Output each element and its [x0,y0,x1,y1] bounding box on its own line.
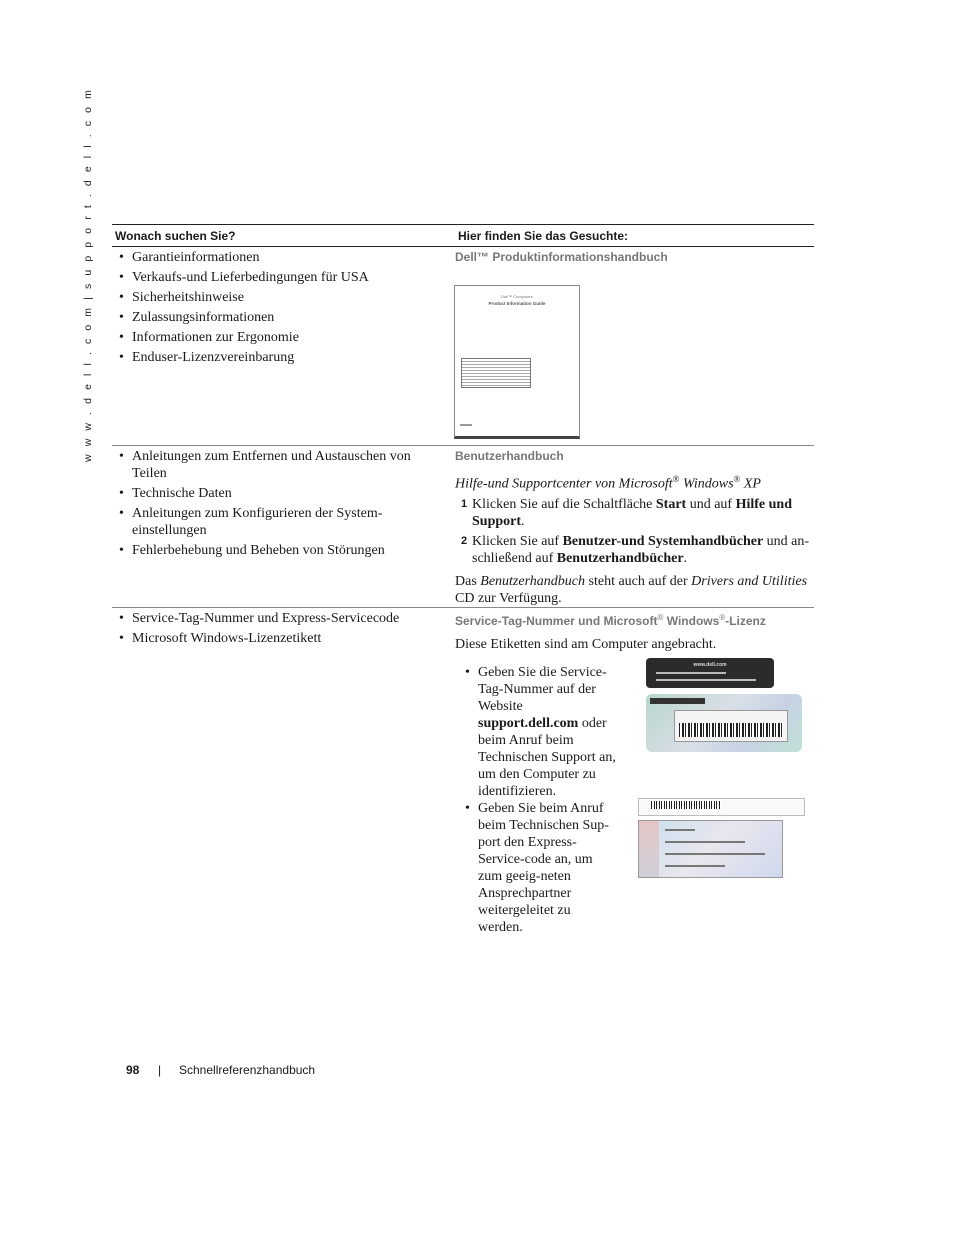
step-2 [455,533,813,567]
list-item: • Sicherheitshinweise [112,289,442,306]
step-text: . [683,550,688,566]
section-part: -Lizenz [725,614,766,628]
footer-separator: | [158,1063,162,1077]
row3-topics [112,610,442,650]
step-number: 2 [461,534,468,547]
side-url-text: w w w . d e l l . c o m | s u p p o r t . d e l l . c o m [82,87,94,462]
label-line [656,679,756,681]
windows-coa-label-image [638,820,783,878]
label-line [665,865,725,867]
user-guides-label: Benutzerhandbücher [556,550,684,566]
col2-header: Hier finden Sie das Gesuchte: [458,228,629,243]
start-label: Start [655,496,687,512]
note-text: CD zur Verfügung. [455,590,562,606]
list-item: • Fehlerbehebung und Beheben von Störungen [112,542,442,559]
step-text: und auf [686,496,736,512]
reg-mark: ® [733,474,741,484]
row3-source [455,610,813,653]
footer-title: Schnellreferenzhandbuch [179,1063,316,1077]
service-tag-label-image [646,658,774,688]
book-title: Product Information Guide [488,301,546,306]
support-site-link[interactable]: support.dell.com [478,716,579,731]
product-guide-image [454,285,580,439]
row2-topics [112,448,442,562]
windows-license-label-image [646,694,802,752]
info-table [112,224,814,935]
reg-mark: ® [672,474,680,484]
side-url-bar [82,87,98,462]
barcode [651,801,721,809]
list-item: • Garantieinformationen [112,249,442,266]
express-code-bullet [458,800,618,939]
list-item: • Service-Tag-Nummer und Express-Servicecode [112,610,442,627]
table-row [112,247,814,446]
label-line [665,841,745,843]
list-item [458,664,618,800]
book-brand: Dell™ Computers [501,294,533,299]
cd-note [455,573,813,607]
row1-topics [112,249,442,369]
note-cd: Drivers and Utilities [691,573,808,589]
list-item: • Verkaufs-und Lieferbedingungen für USA [112,269,442,286]
help-xp: XP [743,476,761,492]
bullet-text: Geben Sie die Service-Tag-Nummer auf der Website [478,665,607,714]
table-row [112,608,814,935]
reg-mark: ® [657,613,664,622]
step-text: und an-schließend auf [472,533,810,566]
labels-intro: Diese Etiketten sind am Computer angebracht. [455,637,717,652]
barcode-panel [674,710,788,742]
step-number: 1 [461,497,468,510]
label-header [650,698,705,704]
label-line [656,672,726,674]
bullet-text: oder beim Anruf beim Technischen Support an, um den Computer zu identifizieren. [478,716,616,799]
table-header [112,224,814,247]
list-item: • Informationen zur Ergonomie [112,329,442,346]
list-item: • Zulassungsinformationen [112,309,442,326]
section-title [455,610,813,629]
list-item: • Anleitungen zum Konfigurieren der System-einstellungen [112,505,442,539]
coa-strip [639,821,659,877]
list-item: • Microsoft Windows-Lizenzetikett [112,630,442,647]
label-line [665,853,765,855]
note-text: Das [455,573,481,589]
step-text: . [521,513,525,529]
note-manual: Benutzerhandbuch [480,573,586,589]
barcode [679,723,783,737]
label-line [665,829,695,831]
note-text: steht auch auf der [585,573,692,589]
page-number: 98 [126,1063,140,1077]
list-item: • Technische Daten [112,485,442,502]
row1-source [455,249,813,265]
step-1 [455,496,813,530]
table-row [112,446,814,608]
row2-source [455,448,813,607]
list-item: • Geben Sie beim Anruf beim Technischen Sup-port den Express-Service-code an, um zum geeig-neten Ansprechpartner weitergeleitet zu werden. [458,800,618,936]
section-title: Benutzerhandbuch [455,449,564,463]
section-title: Dell™ Produktinformationshandbuch [455,250,668,264]
list-item: • Anleitungen zum Entfernen und Austauschen von Teilen [112,448,442,482]
step-text: Klicken Sie auf [472,533,563,549]
help-center-line [455,471,813,493]
label-url-text: www.dell.com [693,662,727,668]
help-windows: Windows [682,476,734,492]
section-part: Windows [663,614,720,628]
book-footer-mark [460,424,472,426]
reg-mark: ® [719,613,726,622]
section-part: Service-Tag-Nummer und Microsoft [455,614,658,628]
list-item: • Enduser-Lizenzvereinbarung [112,349,442,366]
step-text: Klicken Sie auf die Schaltfläche [472,496,656,512]
col1-header: Wonach suchen Sie? [115,228,236,243]
book-text-box [461,358,531,388]
guides-label: Benutzer-und Systemhandbücher [562,533,764,549]
service-tag-bullet [458,664,618,803]
express-code-barcode-image [638,798,805,816]
help-support-label: Hilfe und Support [472,496,792,529]
help-intro: Hilfe-und Supportcenter von Microsoft [455,476,673,492]
